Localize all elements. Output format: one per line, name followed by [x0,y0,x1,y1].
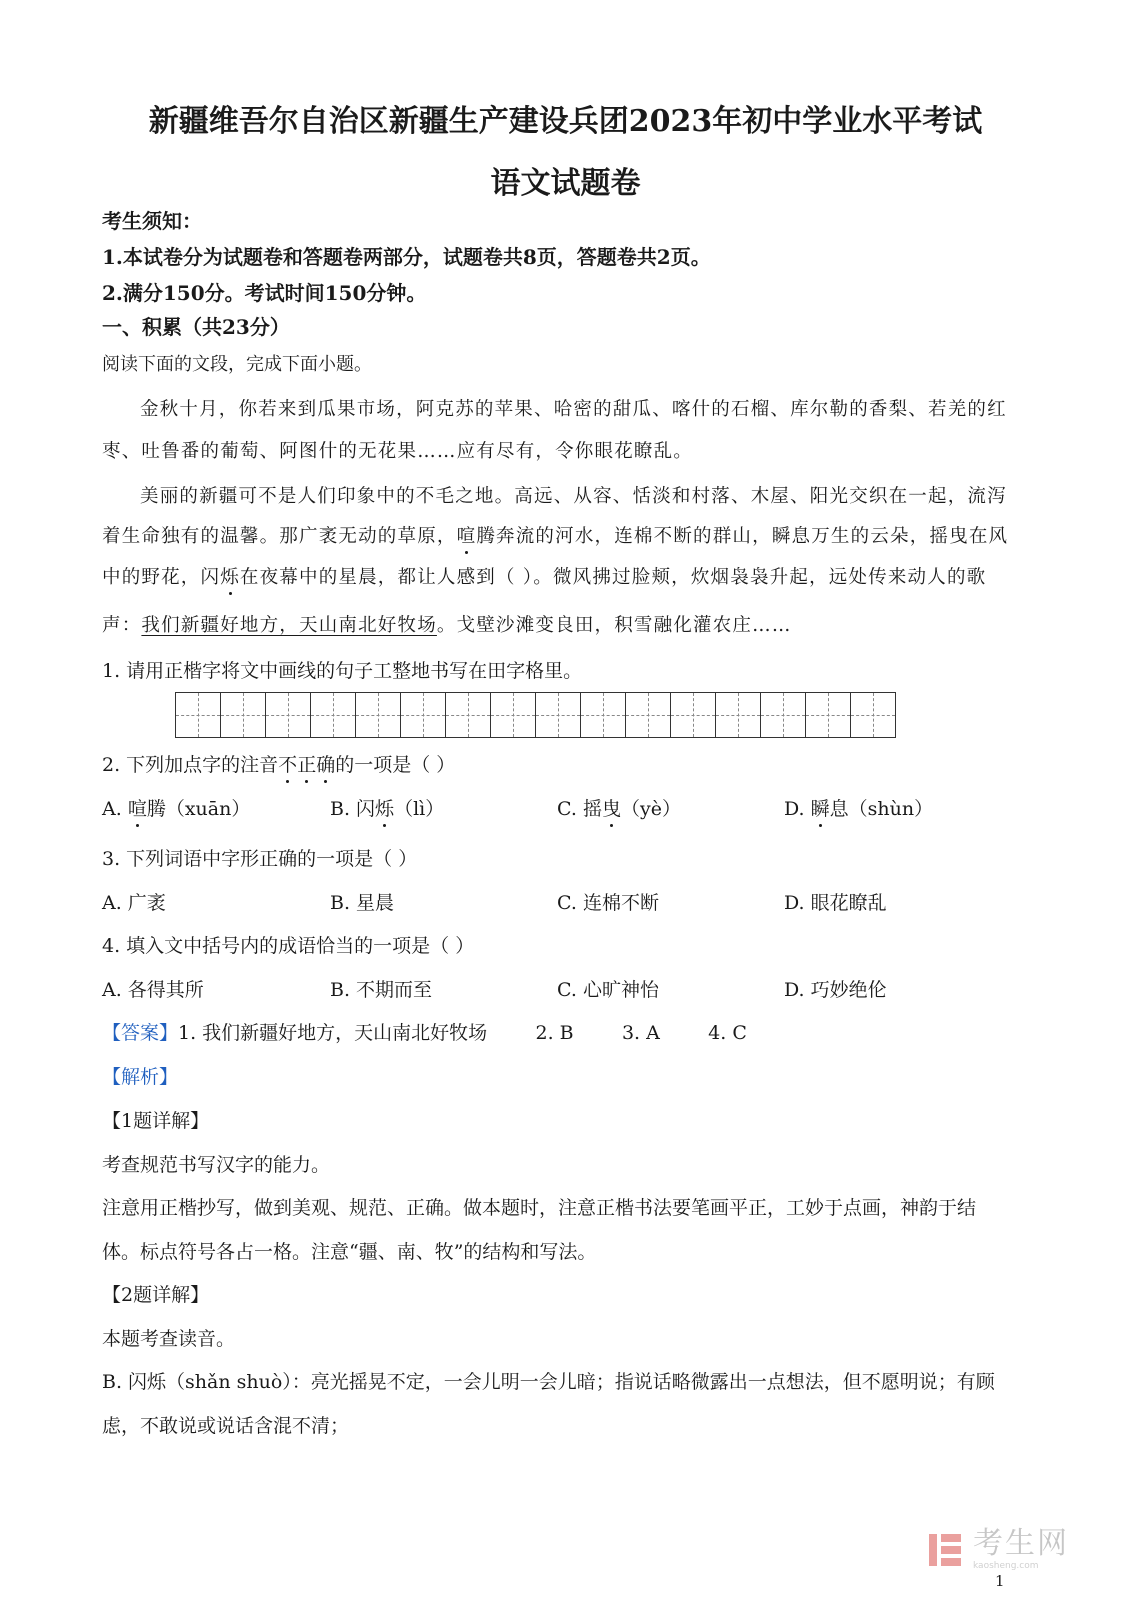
grid-cell[interactable] [580,692,626,738]
underlined-sentence: 我们新疆好地方，天山南北好牧场 [141,615,437,636]
q2-option-b[interactable] [330,794,444,821]
dotted-char: 曳 [601,798,621,820]
option-text: 腾（xuān） [146,798,251,820]
dotted-char: 烁 [375,798,395,820]
dotted-char: 烁 [220,567,240,588]
grid-cell[interactable] [355,692,401,738]
grid-cell[interactable] [760,692,806,738]
dotted-char: 正 [297,754,317,776]
question-text: 的一项是（ ） [335,754,456,776]
option-text: （yè） [620,798,681,820]
option-text: A. [102,798,128,820]
analysis-text: 本题考查读音。 [102,1328,236,1350]
answer-line [102,1018,747,1045]
passage-text: 。戈壁沙滩变良田，积雪融化灌农庄…… [436,615,792,636]
grid-cell[interactable] [400,692,446,738]
grid-cell[interactable] [670,692,716,738]
grid-cell[interactable] [265,692,311,738]
grid-cell[interactable] [715,692,761,738]
grid-cell[interactable] [535,692,581,738]
watermark-logo-icon [925,1530,965,1570]
watermark-name: 考生网 [973,1526,1069,1561]
grid-cell[interactable] [220,692,266,738]
passage-line: 枣、吐鲁番的葡萄、阿图什的无花果……应有尽有，令你眼花瞭乱。 [102,441,694,462]
q3-option-d[interactable]: D. 眼花瞭乱 [784,892,887,914]
q4-option-c[interactable]: C. 心旷神怡 [557,979,659,1001]
q2-option-d[interactable] [784,794,933,821]
detail-heading: 【1题详解】 [102,1110,210,1132]
answer-label: 【答案】 [102,1022,179,1044]
passage-text: 在夜幕中的星晨，都让人感到（ ）。微风拂过脸颊，炊烟袅袅升起，远处传来动人的歌 [239,567,987,588]
option-text: D. [784,798,811,820]
analysis-text: 虑，不敢说或说话含混不清； [102,1415,350,1437]
grid-cell[interactable] [805,692,851,738]
notice-heading: 考生须知： [102,209,202,233]
answer-text: 1. 我们新疆好地方，天山南北好牧场 2. B 3. A 4. C [178,1022,747,1044]
option-text: （lì） [394,798,445,820]
tianzige-grid[interactable] [175,692,896,738]
grid-cell[interactable] [850,692,896,738]
passage-line: 金秋十月，你若来到瓜果市场，阿克苏的苹果、哈密的甜瓜、喀什的石榴、库尔勒的香梨、若羌的红 [140,399,1007,420]
passage-line: 美丽的新疆可不是人们印象中的不毛之地。高远、从容、恬淡和村落、木屋、阳光交织在一起，流泻 [140,486,1007,507]
q3-option-b[interactable]: B. 星晨 [330,892,395,914]
watermark-url: kaosheng.com [973,1561,1039,1571]
q3-option-c[interactable]: C. 连棉不断 [557,892,659,914]
section-intro: 阅读下面的文段，完成下面小题。 [102,354,372,375]
question-3-stem: 3. 下列词语中字形正确的一项是（ ） [102,848,418,870]
dotted-char: 瞬 [810,798,830,820]
question-4-stem: 4. 填入文中括号内的成语恰当的一项是（ ） [102,935,475,957]
dotted-char: 喧 [127,798,147,820]
dotted-char: 不 [278,754,298,776]
exam-subtitle: 语文试题卷 [490,166,641,201]
grid-cell[interactable] [625,692,671,738]
section-heading: 一、积累（共23分） [102,315,290,339]
passage-line [102,522,1008,548]
grid-cell[interactable] [445,692,491,738]
q4-option-d[interactable]: D. 巧妙绝伦 [784,979,887,1001]
q2-option-a[interactable] [102,794,250,821]
dotted-char: 确 [316,754,336,776]
q3-option-a[interactable]: A. 广袤 [102,892,166,914]
passage-text: 腾奔流的河水，连棉不断的群山，瞬息万生的云朵，摇曳在风 [476,526,1009,547]
q4-option-b[interactable]: B. 不期而至 [330,979,433,1001]
grid-cell[interactable] [175,692,221,738]
question-2-stem [102,750,455,777]
passage-text: 着生命独有的温馨。那广袤无动的草原， [102,526,457,547]
exam-title: 新疆维吾尔自治区新疆生产建设兵团2023年初中学业水平考试 [148,104,983,139]
q4-option-a[interactable]: A. 各得其所 [102,979,204,1001]
analysis-label: 【解析】 [102,1066,179,1088]
option-text: C. 摇 [557,798,602,820]
analysis-text: 注意用正楷抄写，做到美观、规范、正确。做本题时，注意正楷书法要笔画平正，工妙于点画，神韵于结 [102,1197,977,1219]
notice-item-2: 2.满分150分。考试时间150分钟。 [102,281,427,305]
passage-line [102,563,986,589]
passage-text: 中的野花，闪 [102,567,221,588]
page-number: 1 [995,1572,1005,1590]
option-text: B. 闪 [330,798,376,820]
grid-cell[interactable] [310,692,356,738]
passage-text: 声： [102,615,142,636]
analysis-text: 体。标点符号各占一格。注意“疆、南、牧”的结构和写法。 [102,1241,597,1263]
option-text: 息（shùn） [829,798,934,820]
notice-item-1: 1.本试卷分为试题卷和答题卷两部分，试题卷共8页，答题卷共2页。 [102,245,711,269]
question-text: 2. 下列加点字的注音 [102,754,279,776]
analysis-text: 考查规范书写汉字的能力。 [102,1154,331,1176]
detail-heading: 【2题详解】 [102,1284,210,1306]
passage-line [102,611,792,637]
question-1-stem: 1. 请用正楷字将文中画线的句子工整地书写在田字格里。 [102,660,583,682]
dotted-char: 喧 [456,526,477,547]
grid-cell[interactable] [490,692,536,738]
watermark [925,1525,1095,1575]
analysis-text: B. 闪烁（shǎn shuò）：亮光摇晃不定，一会儿明一会儿暗；指说话略微露出一点想法，但不愿明说；有顾 [102,1371,995,1393]
q2-option-c[interactable] [557,794,681,821]
